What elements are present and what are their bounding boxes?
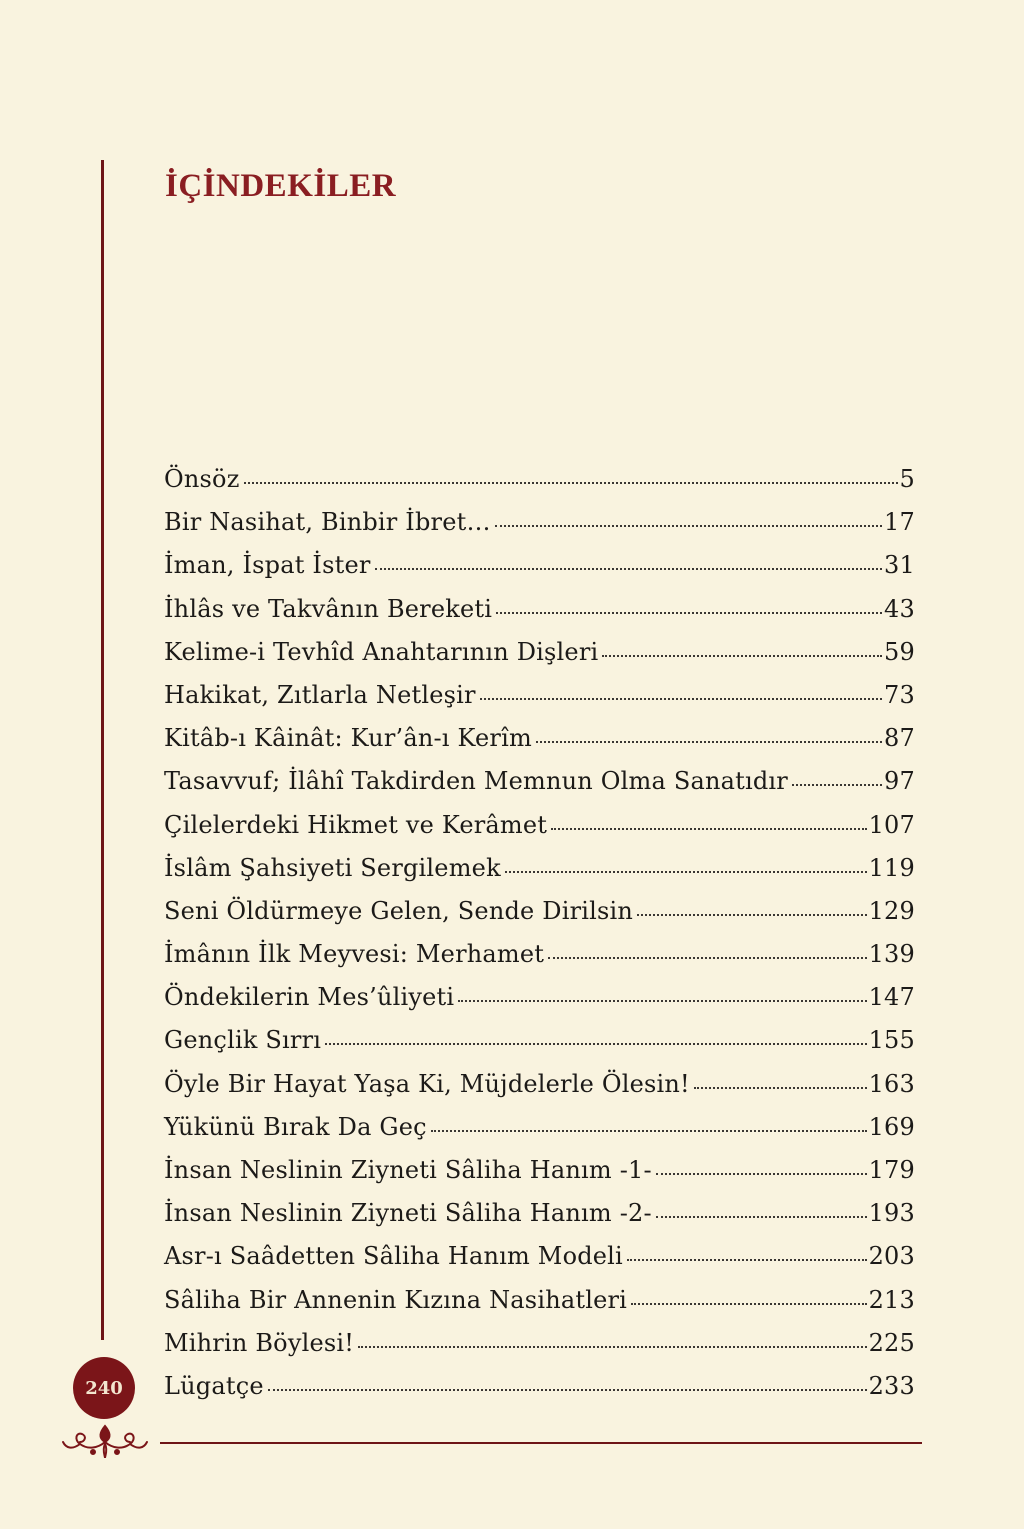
dot-leader <box>536 741 882 743</box>
entry-title: Tasavvuf; İlâhî Takdirden Memnun Olma Sanatıdır <box>164 767 788 796</box>
entry-page-number: 163 <box>868 1069 915 1098</box>
dot-leader <box>627 1259 867 1261</box>
entry-title: Kitâb-ı Kâinât: Kur’ân-ı Kerîm <box>164 724 532 753</box>
entry-title: İmânın İlk Meyvesi: Merhamet <box>164 940 545 969</box>
entry-page-number: 31 <box>884 551 915 580</box>
entry-title: Asr-ı Saâdetten Sâliha Hanım Modeli <box>164 1242 623 1271</box>
entry-page-number: 73 <box>884 680 915 709</box>
entry-page-number: 225 <box>868 1328 915 1357</box>
toc-entry <box>164 1235 915 1278</box>
dot-leader <box>792 784 882 786</box>
dot-leader <box>656 1216 867 1218</box>
dot-leader <box>631 1303 867 1305</box>
dot-leader <box>602 655 882 657</box>
dot-leader <box>496 612 882 614</box>
toc-entry <box>164 933 915 976</box>
entry-title: Yükünü Bırak Da Geç <box>164 1112 427 1141</box>
toc-title: İÇİNDEKİLER <box>165 168 397 204</box>
entry-title: Sâliha Bir Annenin Kızına Nasihatleri <box>164 1285 628 1314</box>
dot-leader <box>505 871 867 873</box>
toc-entry <box>164 1106 915 1149</box>
toc-entry <box>164 1063 915 1106</box>
toc-entry <box>164 631 915 674</box>
toc-entry <box>164 1365 915 1408</box>
toc-entry <box>164 544 915 587</box>
entry-page-number: 203 <box>868 1242 915 1271</box>
entry-page-number: 213 <box>868 1285 915 1314</box>
dot-leader <box>694 1087 867 1089</box>
entry-page-number: 193 <box>868 1199 915 1228</box>
entry-page-number: 87 <box>884 724 915 753</box>
dot-leader <box>375 568 883 570</box>
entry-page-number: 139 <box>868 940 915 969</box>
toc-entry <box>164 1192 915 1235</box>
dot-leader <box>480 698 882 700</box>
dot-leader <box>268 1389 867 1391</box>
entry-title: Gençlik Sırrı <box>164 1026 322 1055</box>
entry-page-number: 233 <box>868 1371 915 1400</box>
entry-page-number: 107 <box>868 810 915 839</box>
page-number: 240 <box>85 1377 123 1399</box>
entry-page-number: 59 <box>884 637 915 666</box>
toc-list <box>164 458 915 1408</box>
entry-page-number: 43 <box>884 594 915 623</box>
toc-entry <box>164 760 915 803</box>
dot-leader <box>637 914 867 916</box>
toc-entry <box>164 804 915 847</box>
toc-entry <box>164 1149 915 1192</box>
entry-title: Mihrin Böylesi! <box>164 1328 355 1357</box>
entry-page-number: 155 <box>868 1026 915 1055</box>
dot-leader <box>551 828 866 830</box>
dot-leader <box>548 957 866 959</box>
entry-title: İnsan Neslinin Ziyneti Sâliha Hanım -2- <box>164 1199 652 1228</box>
dot-leader <box>495 525 882 527</box>
entry-title: İman, İspat İster <box>164 551 371 580</box>
entry-title: Önsöz <box>164 465 240 493</box>
dot-leader <box>325 1043 866 1045</box>
toc-entry <box>164 1019 915 1062</box>
floral-scroll-icon <box>60 1422 150 1462</box>
entry-title: Öndekilerin Mes’ûliyeti <box>164 983 455 1012</box>
dot-leader <box>431 1130 867 1132</box>
page-number-badge <box>73 1357 135 1419</box>
toc-entry <box>164 976 915 1019</box>
toc-entry <box>164 890 915 933</box>
entry-title: Seni Öldürmeye Gelen, Sende Dirilsin <box>164 896 634 925</box>
bottom-rule <box>160 1442 922 1444</box>
entry-page-number: 119 <box>868 853 915 882</box>
dot-leader <box>458 1000 866 1002</box>
toc-entry <box>164 717 915 760</box>
toc-entry <box>164 501 915 544</box>
dot-leader <box>656 1173 867 1175</box>
toc-entry <box>164 674 915 717</box>
entry-title: İnsan Neslinin Ziyneti Sâliha Hanım -1- <box>164 1156 652 1184</box>
dot-leader <box>244 482 898 484</box>
entry-title: Öyle Bir Hayat Yaşa Ki, Müjdelerle Ölesin! <box>164 1069 690 1098</box>
entry-title: İhlâs ve Takvânın Bereketi <box>164 594 493 623</box>
entry-page-number: 129 <box>868 896 915 925</box>
entry-page-number: 5 <box>899 465 915 493</box>
entry-title: Lügatçe <box>164 1371 264 1400</box>
entry-page-number: 17 <box>884 508 915 537</box>
dot-leader <box>358 1346 866 1348</box>
toc-entry <box>164 847 915 890</box>
entry-title: Bir Nasihat, Binbir İbret… <box>164 508 491 537</box>
entry-page-number: 179 <box>868 1156 915 1184</box>
toc-entry <box>164 1279 915 1322</box>
toc-entry <box>164 458 915 501</box>
entry-title: İslâm Şahsiyeti Sergilemek <box>164 853 501 882</box>
entry-page-number: 169 <box>868 1112 915 1141</box>
toc-entry <box>164 588 915 631</box>
left-margin-rule <box>101 160 104 1340</box>
entry-title: Hakikat, Zıtlarla Netleşir <box>164 680 476 709</box>
entry-page-number: 97 <box>884 767 915 796</box>
entry-title: Çilelerdeki Hikmet ve Kerâmet <box>164 810 548 839</box>
toc-entry <box>164 1322 915 1365</box>
entry-title: Kelime-i Tevhîd Anahtarının Dişleri <box>164 637 599 666</box>
entry-page-number: 147 <box>868 983 915 1012</box>
